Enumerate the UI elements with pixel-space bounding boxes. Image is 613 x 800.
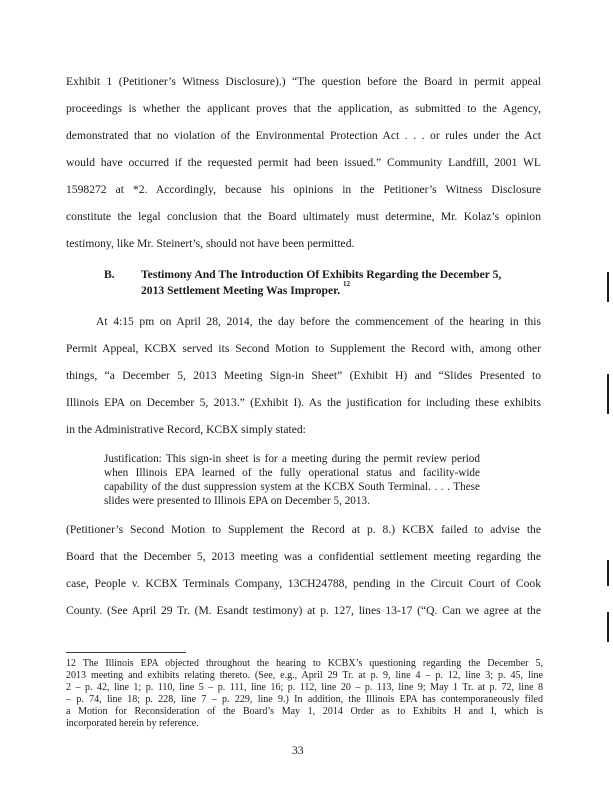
body-line: Illinois EPA on December 5, 2013.” (Exhibit I). As the justification for including these exhibits [66, 396, 541, 409]
body-line: case, People v. KCBX Terminals Company, 13CH24788, pending in the Circuit Court of Cook [66, 577, 541, 590]
body-line: proceedings is whether the applicant proves that the application, as submitted to the Agency, [66, 102, 541, 115]
footnote-line: a Motion for Reconsideration of the Board’s May 1, 2014 Order as to Exhibits H and I, which is [66, 706, 543, 717]
body-line: things, “a December 5, 2013 Meeting Sign-in Sheet” (Exhibit H) and “Slides Presented to [66, 369, 541, 382]
margin-revision-mark [607, 560, 609, 586]
body-line: (Petitioner’s Second Motion to Supplement the Record at p. 8.) KCBX failed to advise the [66, 523, 541, 536]
body-line: At 4:15 pm on April 28, 2014, the day before the commencement of the hearing in this [96, 315, 541, 328]
block-quote-line: Justification: This sign-in sheet is for a meeting during the permit review period [104, 453, 480, 465]
section-heading-line: 2013 Settlement Meeting Was Improper. $^{12}$ [141, 280, 351, 297]
footnote-divider [66, 652, 186, 653]
body-line: would have occurred if the requested permit had been issued.” Community Landfill, 2001 WL [66, 156, 541, 169]
page-number: 33 [292, 744, 304, 757]
footnote-line: incorporated herein by reference. [66, 718, 199, 729]
body-line: Board that the December 5, 2013 meeting was a confidential settlement meeting regarding the [66, 550, 541, 563]
block-quote-line: slides were presented to Illinois EPA on December 5, 2013. [104, 495, 370, 507]
margin-revision-mark [607, 374, 609, 414]
footnote-line: 2 – p. 42, line 1; p. 110, line 5 – p. 111, line 16; p. 112, line 20 – p. 113, line 9; May 1 Tr. at p. 72, line 8 [66, 682, 543, 693]
footnote-line: 12 The Illinois EPA objected throughout the hearing to KCBX’s questioning regarding the December 5, [66, 658, 543, 669]
body-line: Exhibit 1 (Petitioner’s Witness Disclosure).) “The question before the Board in permit appeal [66, 75, 541, 88]
body-line: Permit Appeal, KCBX served its Second Motion to Supplement the Record with, among other [66, 342, 541, 355]
block-quote-line: when Illinois EPA learned of the fully operational status and facility-wide [104, 467, 480, 479]
margin-revision-mark [607, 612, 609, 642]
body-line: constitute the legal conclusion that the Board ultimately must determine, Mr. Kolaz’s opinion [66, 210, 541, 223]
body-line: demonstrated that no violation of the Environmental Protection Act . . . or rules under the Act [66, 129, 541, 142]
section-letter: B. [104, 268, 115, 281]
body-line: 1598272 at *2. Accordingly, because his opinions in the Petitioner’s Witness Disclosure [66, 183, 541, 196]
margin-revision-mark [607, 272, 609, 302]
body-line: County. (See April 29 Tr. (M. Esandt testimony) at p. 127, lines 13-17 (“Q. Can we agree at the [66, 604, 541, 617]
section-heading-line: Testimony And The Introduction Of Exhibits Regarding the December 5, [141, 268, 502, 281]
body-line: testimony, like Mr. Steinert’s, should not have been permitted. [66, 237, 355, 250]
footnote-line: – p. 74, line 18; p. 228, line 7 – p. 229, line 9.) In addition, the Illinois EPA has contemporaneously filed [66, 694, 543, 705]
body-line: in the Administrative Record, KCBX simply stated: [66, 423, 306, 436]
block-quote-line: capability of the dust suppression system at the KCBX South Terminal. . . . These [104, 481, 480, 493]
footnote-line: 2013 meeting and exhibits relating thereto. (See, e.g., April 29 Tr. at p. 9, line 4 – p. 12, line 3; p. 45, line [66, 670, 543, 681]
footnote-reference: 12 [343, 280, 351, 288]
